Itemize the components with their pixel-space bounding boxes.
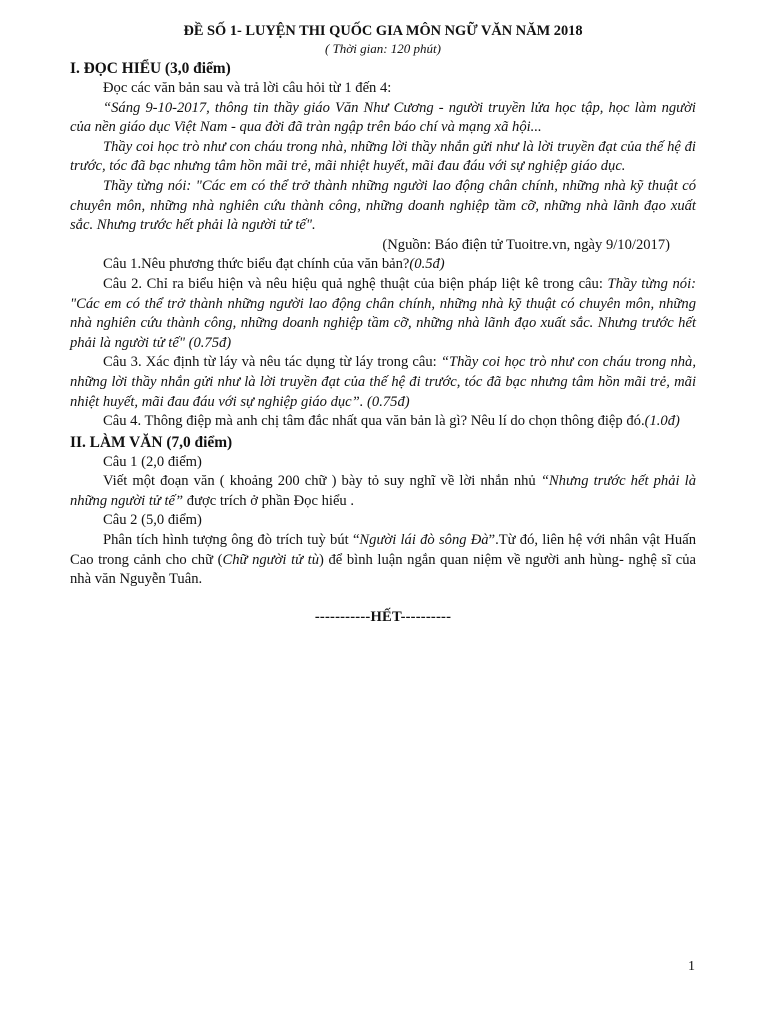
writing-task-2 [70, 531, 696, 590]
question-1 [70, 255, 696, 275]
writing-task-1-post: được trích ở phần Đọc hiểu . [183, 492, 355, 509]
exam-title: ĐỀ SỐ 1- LUYỆN THI QUỐC GIA MÔN NGỮ VĂN NĂM 2018 [183, 23, 583, 39]
passage-paragraph-1: “Sáng 9-10-2017, thông tin thầy giáo Văn Như Cương - người truyền lửa học tập, học làm người của nền giáo dục Việt Nam - qua đời đã tràn ngập trên báo chí và mạng xã hội... [70, 99, 696, 136]
writing-task-2-work2: Chữ người tử tù [222, 551, 320, 568]
writing-task-2-post: ) để bình luận ngắn quan niệm về người anh hùng- nghệ sĩ của nhà văn Nguyễn Tuân. [70, 551, 696, 588]
question-3-text: Câu 3. Xác định từ láy và nêu tác dụng từ láy trong câu: [103, 354, 441, 371]
question-3 [70, 353, 696, 412]
section-heading-writing: II. LÀM VĂN (7,0 điểm) [70, 433, 233, 451]
passage-source: (Nguồn: Báo điện tử Tuoitre.vn, ngày 9/10/2017) [382, 236, 670, 253]
question-1-score: (0.5đ) [409, 256, 445, 273]
writing-task-2-mid: ”.Từ đó, liên hệ với nhân vật Huấn Cao trong cảnh cho chữ ( [70, 532, 696, 568]
exam-duration: ( Thời gian: 120 phút) [325, 41, 441, 56]
page-number: 1 [688, 959, 695, 974]
writing-task-2-work: Người lái đò sông Đà [359, 532, 489, 549]
passage-paragraph-2: Thầy coi học trò như con cháu trong nhà, những lời thầy nhắn gửi như là lời truyền đạt của thế hệ đi trước, tóc đã bạc nhưng tâm hồn mãi trẻ, mãi nhiệt huyết, mãi đau đáu với sự nghiệp giáo dục. [70, 138, 696, 175]
question-4 [70, 412, 696, 432]
question-2 [70, 275, 696, 353]
writing-task-1-label: Câu 1 (2,0 điểm) [103, 453, 202, 470]
section-heading-reading: I. ĐỌC HIỂU (3,0 điểm) [70, 60, 231, 77]
writing-task-2-label: Câu 2 (5,0 điểm) [103, 512, 202, 529]
end-marker: -----------HẾT---------- [314, 608, 452, 625]
document-page [70, 22, 696, 627]
reading-instruction: Đọc các văn bản sau và trả lời câu hỏi từ 1 đến 4: [103, 80, 392, 96]
question-2-quote: Thầy từng nói: "Các em có thể trở thành những người lao động chân chính, những nhà kỹ thuật có chuyên môn, những nhà nghiên cứu thành công, những doanh nghiệp tầm cỡ, những nhà lãnh đạo xuất sắc. Nhưng trước hết phải là người tử tế" (0.75đ) [70, 275, 696, 351]
question-1-text: Câu 1.Nêu phương thức biểu đạt chính của văn bản? [103, 256, 410, 273]
question-3-quote: “Thầy coi học trò như con cháu trong nhà, những lời thầy nhắn gửi như là lời truyền đạt của thế hệ đi trước, tóc đã bạc nhưng tâm hồn mãi trẻ, mãi nhiệt huyết, mãi đau đáu với sự nghiệp giáo dục”. (0.75đ) [70, 354, 696, 410]
question-2-text: Câu 2. Chỉ ra biểu hiện và nêu hiệu quả nghệ thuật của biện pháp liệt kê trong câu: [103, 275, 608, 292]
writing-task-1-quote: “Nhưng trước hết phải là những người tử tế” [70, 473, 696, 509]
passage-paragraph-3: Thầy từng nói: "Các em có thể trở thành những người lao động chân chính, những nhà kỹ thuật có chuyên môn, những nhà nghiên cứu thành công, những doanh nghiệp tầm cỡ, những nhà lãnh đạo xuất sắc. Nhưng trước hết phải là người tử tế". [70, 177, 696, 234]
writing-task-1 [70, 472, 696, 511]
writing-task-2-pre: Phân tích hình tượng ông đò trích tuỳ bút “ [103, 532, 360, 549]
writing-task-1-pre: Viết một đoạn văn ( khoảng 200 chữ ) bày tỏ suy nghĩ về lời nhắn nhủ [103, 473, 541, 490]
question-4-text: Câu 4. Thông điệp mà anh chị tâm đắc nhất qua văn bản là gì? Nêu lí do chọn thông điệp đó. [103, 413, 645, 430]
question-4-score: (1.0đ) [644, 413, 680, 430]
